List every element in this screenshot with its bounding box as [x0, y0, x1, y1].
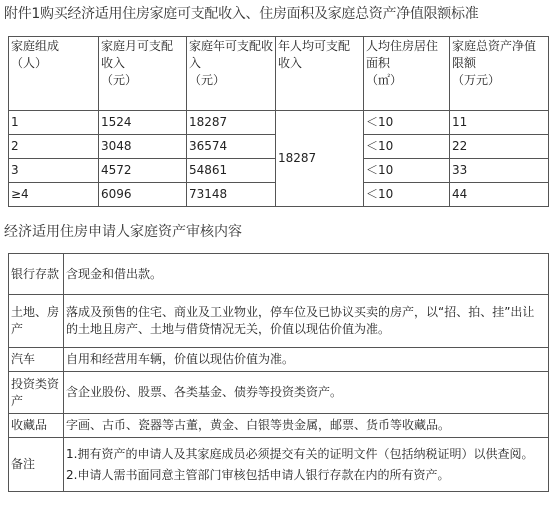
row-label: 银行存款 [9, 254, 64, 295]
cell-annual-income: 73148 [187, 183, 276, 207]
header-label: 家庭年可支配收入 [189, 39, 274, 70]
header-annual-income [187, 37, 276, 111]
header-label: 家庭组成 [11, 39, 60, 53]
header-unit: （元） [189, 73, 226, 87]
section-title: 经济适用住房申请人家庭资产审核内容 [4, 224, 242, 240]
header-unit: （人） [11, 56, 48, 70]
header-unit: （万元） [452, 73, 501, 87]
page-title: 附件1购买经济适用住房家庭可支配收入、住房面积及家庭总资产净值限额标准 [4, 6, 479, 22]
cell-household-size: 1 [9, 111, 99, 135]
cell-household-size: 2 [9, 135, 99, 159]
row-label: 汽车 [9, 348, 64, 372]
header-label: 年人均可支配收入 [278, 39, 351, 70]
cell-household-size: 3 [9, 159, 99, 183]
cell-monthly-income: 1524 [99, 111, 187, 135]
row-content: 含现金和借出款。 [64, 254, 549, 295]
row-label: 收藏品 [9, 414, 64, 438]
asset-review-table [8, 253, 549, 492]
cell-living-area: ＜10 [364, 183, 450, 207]
header-monthly-income [99, 37, 187, 111]
cell-monthly-income: 3048 [99, 135, 187, 159]
cell-annual-income: 54861 [187, 159, 276, 183]
header-per-capita-income [276, 37, 364, 111]
cell-asset-limit: 33 [450, 159, 549, 183]
cell-living-area: ＜10 [364, 135, 450, 159]
row-content: 自用和经营用车辆，价值以现估价值为准。 [64, 348, 549, 372]
header-label: 家庭月可支配收入 [101, 39, 174, 70]
table-row [9, 111, 549, 135]
notes-content [64, 438, 549, 492]
row-label: 土地、房产 [9, 295, 64, 348]
cell-per-capita-income: 18287 [276, 111, 364, 207]
row-content: 含企业股份、股票、各类基金、债券等投资类资产。 [64, 372, 549, 414]
header-unit: （㎡） [366, 73, 403, 87]
header-asset-limit [450, 37, 549, 111]
table-row [9, 372, 549, 414]
cell-asset-limit: 22 [450, 135, 549, 159]
cell-household-size: ≥4 [9, 183, 99, 207]
notes-label: 备注 [9, 438, 64, 492]
cell-monthly-income: 6096 [99, 183, 187, 207]
table-row [9, 254, 549, 295]
table-row [9, 414, 549, 438]
row-content: 字画、古币、瓷器等古董，黄金、白银等贵金属，邮票、货币等收藏品。 [64, 414, 549, 438]
header-household-size [9, 37, 99, 111]
table-row [9, 348, 549, 372]
header-unit: （元） [101, 73, 138, 87]
cell-asset-limit: 11 [450, 111, 549, 135]
note-item: 2.申请人需书面同意主管部门审核包括申请人银行存款在内的所有资产。 [66, 467, 450, 482]
note-item: 1.拥有资产的申请人及其家庭成员必须提交有关的证明文件（包括纳税证明）以供查阅。 [66, 446, 534, 461]
row-content: 落成及预售的住宅、商业及工业物业，停车位及已协议买卖的房产，以“招、拍、挂”出让的土地且房产、土地与借贷情况无关，价值以现估价值为准。 [64, 295, 549, 348]
row-label: 投资类资产 [9, 372, 64, 414]
income-limit-table [8, 36, 549, 207]
cell-annual-income: 36574 [187, 135, 276, 159]
header-label: 人均住房居住面积 [366, 39, 439, 70]
cell-monthly-income: 4572 [99, 159, 187, 183]
table-row [9, 438, 549, 492]
cell-annual-income: 18287 [187, 111, 276, 135]
cell-living-area: ＜10 [364, 111, 450, 135]
cell-asset-limit: 44 [450, 183, 549, 207]
cell-living-area: ＜10 [364, 159, 450, 183]
header-living-area [364, 37, 450, 111]
table-header-row [9, 37, 549, 111]
header-label: 家庭总资产净值限额 [452, 39, 537, 70]
table-row [9, 295, 549, 348]
